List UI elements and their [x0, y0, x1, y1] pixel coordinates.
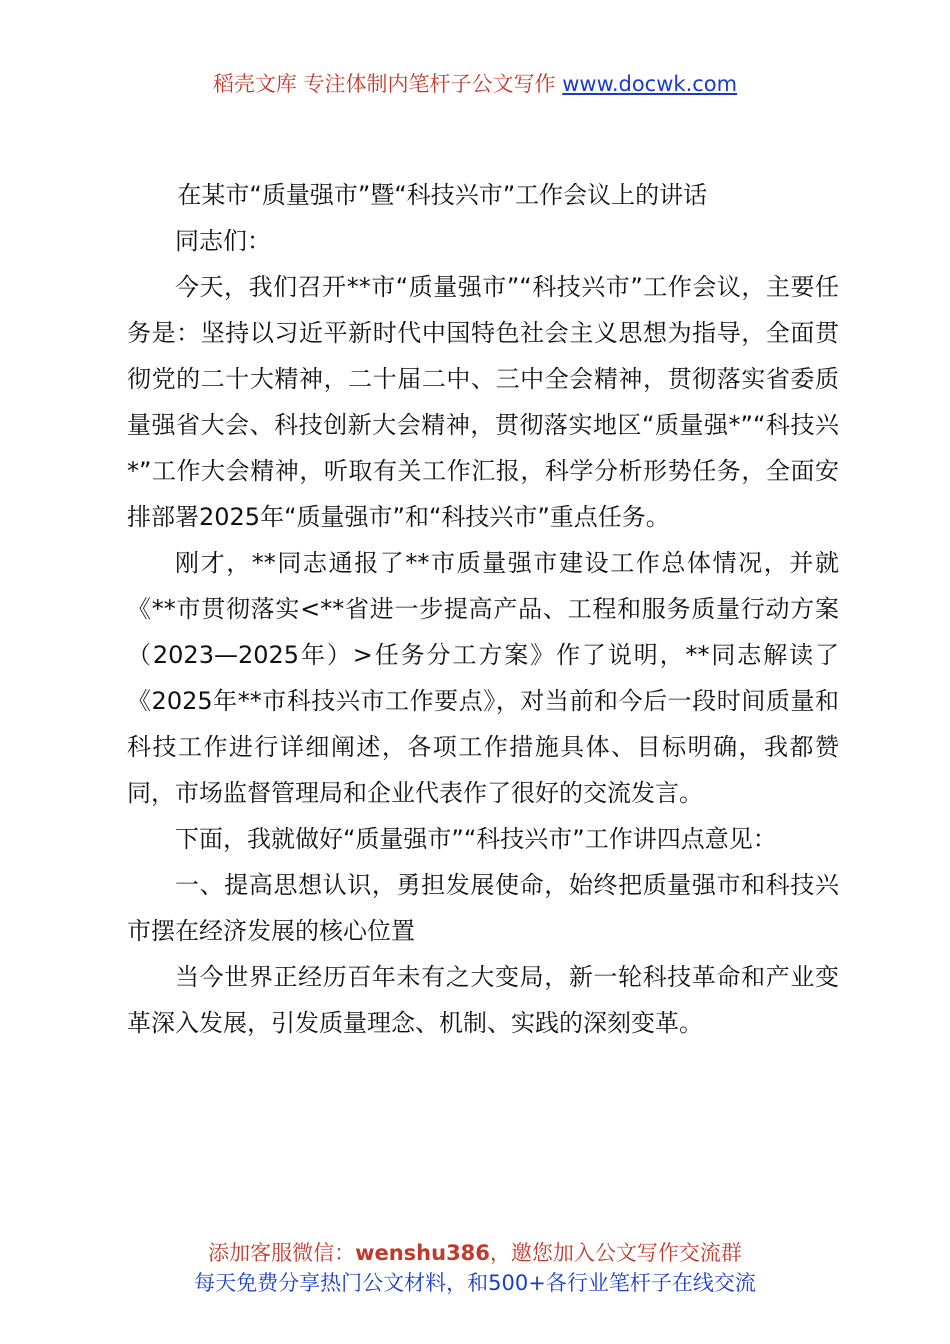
page-header — [0, 68, 950, 100]
document-body — [127, 172, 839, 1046]
paragraph-3: 下面，我就做好“质量强市”“科技兴市”工作讲四点意见： — [175, 825, 777, 853]
page-footer — [0, 1238, 950, 1298]
header-brand: 稻壳文库 专注体制内笔杆子公文写作 — [212, 72, 563, 96]
salutation: 同志们： — [175, 227, 271, 255]
footer-contact-suffix: ，邀您加入公文写作交流群 — [489, 1241, 742, 1265]
paragraph-4: 当今世界正经历百年未有之大变局，新一轮科技革命和产业变革深入发展，引发质量理念、机制、实践的深刻变革。 — [127, 963, 839, 1037]
document-title: 在某市“质量强市”暨“科技兴市”工作会议上的讲话 — [177, 181, 708, 209]
footer-promo-line: 每天免费分享热门公文材料，和500+各行业笔杆子在线交流 — [194, 1271, 756, 1295]
footer-contact-prefix: 添加客服微信： — [208, 1241, 356, 1265]
header-url-link[interactable]: www.docwk.com — [562, 72, 738, 96]
paragraph-1: 今天，我们召开**市“质量强市”“科技兴市”工作会议，主要任务是：坚持以习近平新时代中国特色社会主义思想为指导，全面贯彻党的二十大精神，二十届二中、三中全会精神，贯彻落实省委质量强省大会、科技创新大会精神，贯彻落实地区“质量强*”“科技兴*”工作大会精神，听取有关工作汇报，科学分析形势任务，全面安排部署2025年“质量强市”和“科技兴市”重点任务。 — [127, 273, 839, 531]
paragraph-2: 刚才，**同志通报了**市质量强市建设工作总体情况，并就《**市贯彻落实<**省进一步提高产品、工程和服务质量行动方案（2023—2025年）>任务分工方案》作了说明，**同志解读了《2025年**市科技兴市工作要点》，对当前和今后一段时间质量和科技工作进行详细阐述，各项工作措施具体、目标明确，我都赞同，市场监督管理局和企业代表作了很好的交流发言。 — [127, 549, 839, 807]
footer-wechat-id: wenshu386 — [355, 1241, 490, 1265]
section-heading-1: 一、提高思想认识，勇担发展使命，始终把质量强市和科技兴市摆在经济发展的核心位置 — [127, 871, 839, 945]
footer-contact-line — [0, 1238, 950, 1268]
